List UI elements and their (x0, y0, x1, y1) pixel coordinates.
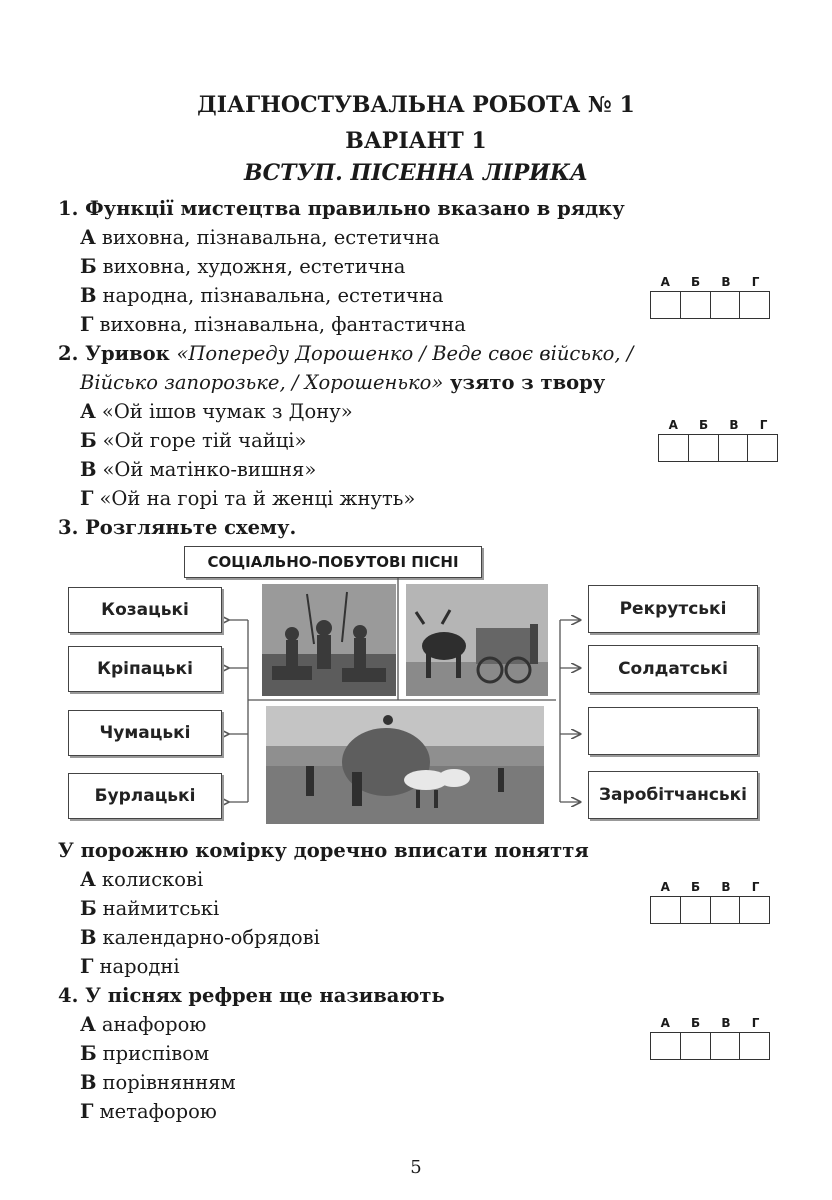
answer-cell[interactable] (651, 897, 681, 923)
scheme-header: СОЦІАЛЬНО-ПОБУТОВІ ПІСНІ (184, 546, 482, 578)
question-1-option-g: Г виховна, пізнавальна, фантастична (80, 313, 466, 336)
scheme-box-soldatski: Солдатські (588, 645, 758, 693)
question-4-answer-grid[interactable]: А Б В Г (650, 1016, 770, 1060)
question-2-line-1: 2. Уривок «Попереду Дорошенко / Веде своє військо, / (58, 342, 634, 365)
question-3-followup: У порожню комірку доречно вписати поняття (58, 839, 589, 862)
page-number: 5 (410, 1157, 422, 1178)
question-4-option-g: Г метафорою (80, 1100, 217, 1123)
scheme-box-kozatski: Козацькі (68, 587, 222, 633)
question-3-option-g: Г народні (80, 955, 180, 978)
question-2-option-g: Г «Ой на горі та й женці жнуть» (80, 487, 416, 510)
answer-cell[interactable] (651, 1033, 681, 1059)
answer-cell[interactable] (711, 1033, 741, 1059)
ox-cart-illustration-icon (406, 584, 548, 696)
variant-title: ВАРІАНТ 1 (345, 128, 487, 154)
page-title: ДІАГНОСТУВАЛЬНА РОБОТА № 1 (197, 92, 635, 118)
question-1-option-b: Б виховна, художня, естетична (80, 255, 406, 278)
question-2-answer-grid[interactable]: А Б В Г (658, 418, 778, 462)
question-3-answer-grid[interactable]: А Б В Г (650, 880, 770, 924)
question-1-text: 1. Функції мистецтва правильно вказано в рядку (58, 197, 625, 220)
question-1-option-a: А виховна, пізнавальна, естетична (80, 226, 440, 249)
scheme-box-chumatski: Чумацькі (68, 710, 222, 756)
question-4-option-a: А анафорою (80, 1013, 207, 1036)
question-3-option-v: В календарно-обрядові (80, 926, 320, 949)
question-3-text: 3. Розгляньте схему. (58, 516, 297, 539)
chumak-photo (406, 584, 548, 696)
question-4-option-b: Б приспівом (80, 1042, 210, 1065)
question-3-option-b: Б наймитські (80, 897, 220, 920)
question-1-option-v: В народна, пізнавальна, естетична (80, 284, 444, 307)
question-3-option-a: А колискові (80, 868, 204, 891)
question-4-option-v: В порівнянням (80, 1071, 236, 1094)
scheme-box-kripatski: Кріпацькі (68, 646, 222, 692)
cossacks-photo (262, 584, 396, 696)
question-2-option-v: В «Ой матінко-вишня» (80, 458, 317, 481)
question-2-option-b: Б «Ой горе тій чайці» (80, 429, 307, 452)
scheme-box-zarobitchanski: Заробітчанські (588, 771, 758, 819)
scheme-box-burlatski: Бурлацькі (68, 773, 222, 819)
answer-cell[interactable] (681, 897, 711, 923)
harvest-photo (266, 706, 544, 824)
answer-cell[interactable] (740, 1033, 769, 1059)
question-1-answer-grid[interactable]: А Б В Г (650, 275, 770, 319)
answer-cell[interactable] (711, 897, 741, 923)
question-4-text: 4. У піснях рефрен ще називають (58, 984, 445, 1007)
harvest-illustration-icon (266, 706, 544, 824)
cossacks-illustration-icon (262, 584, 396, 696)
question-2-line-2: Військо запорозьке, / Хорошенько» узято з твору (80, 371, 606, 394)
scheme-box-empty[interactable] (588, 707, 758, 755)
scheme-box-rekrutski: Рекрутські (588, 585, 758, 633)
question-2-option-a: А «Ой ішов чумак з Дону» (80, 400, 353, 423)
answer-cell[interactable] (681, 1033, 711, 1059)
topic-title: ВСТУП. ПІСЕННА ЛІРИКА (244, 160, 588, 186)
answer-cell[interactable] (740, 897, 769, 923)
